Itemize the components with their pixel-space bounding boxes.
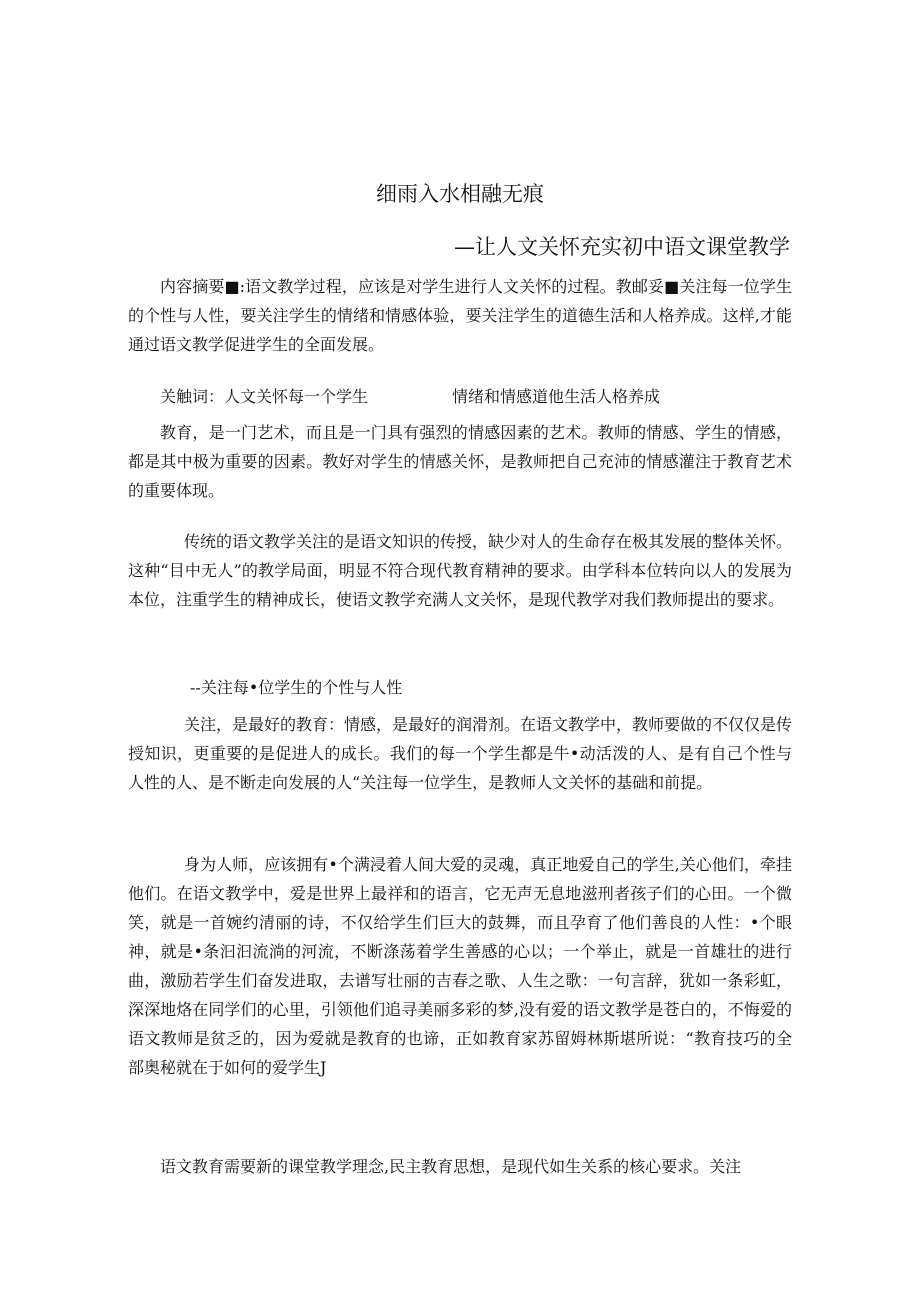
keywords-line	[160, 382, 660, 411]
document-subtitle: —让人文关怀充实初中语文课堂教学	[454, 235, 790, 259]
paragraph-5: 语文教育需要新的课堂教学理念,民主教育思想，是现代如生关系的核心要求。关注	[160, 1157, 742, 1176]
paragraph-4: 身为人师，应该拥有•个满浸着人间大爱的灵魂，真正地爱自己的学生,关心他们，牵挂他们。在语文教学中，爱是世界上最祥和的语言，它无声无息地滋刑者孩子们的心田。一个微笑，就是一首婉约清丽的诗，不仅给学生们巨大的鼓舞，而且孕育了他们善良的人性：•个眼神，就是•条汩汩流淌的河流，不断涤荡着学生善感的心以；一个举止，就是一首雄壮的进行曲，激励若学生们奋发进取，去谱写壮丽的吉春之歌、人生之歌：一句言辞，犹如一条彩虹，深深地烙在同学们的心里，引领他们追寻美丽多彩的梦,没有爱的语文教学是苍白的，不悔爱的语文教师是贫乏的，因为爱就是教育的也谛，正如教育家苏留姆林斯堪所说：“教育技巧的全部奥秘就在于如何的爱学生J	[128, 855, 792, 1077]
document-title: 细雨入水相融无痕	[376, 182, 544, 206]
abstract-paragraph: 内容摘要■:语文教学过程，应该是对学生进行人文关怀的过程。教邮妥■关注每一位学生的个性与人性，要关注学生的情绪和情感体验，要关注学生的道德生活和人格养成。这样,才能通过语文教学促进学生的全面发展。	[128, 277, 792, 354]
keywords-left: 关触词：人文关怀每一个学生	[160, 387, 369, 406]
paragraph-2: 传统的语文教学关注的是语文知识的传授，缺少对人的生命存在极其发展的整体关怀。这种“目中无人”的教学局面，明显不符合现代教育精神的要求。由学科本位转向以人的发展为本位，注重学生的精神成长，使语文教学充满人文关怀，是现代教学对我们教师提出的要求。	[128, 532, 793, 609]
keywords-right: 情绪和情感道他生活人格养成	[452, 387, 661, 406]
paragraph-1: 教育，是一门艺术，而且是一门具有强烈的情感因素的艺术。教师的情感、学生的情感，都是其中极为重要的因素。教好对学生的情感关怀，是教师把自己充沛的情感灌注于教育艺术的重要体现。	[128, 423, 792, 500]
section-heading: --关注每•位学生的个性与人性	[190, 678, 403, 697]
paragraph-3: 关注，是最好的教育：情感，是最好的润滑剂。在语文教学中，教师要做的不仅仅是传授知识，更重要的是促进人的成长。我们的每一个学生都是牛•动活泼的人、是有自己个性与人性的人、是不断走向发展的人“关注每一位学生，是教师人文关怀的基础和前提。	[128, 715, 793, 792]
